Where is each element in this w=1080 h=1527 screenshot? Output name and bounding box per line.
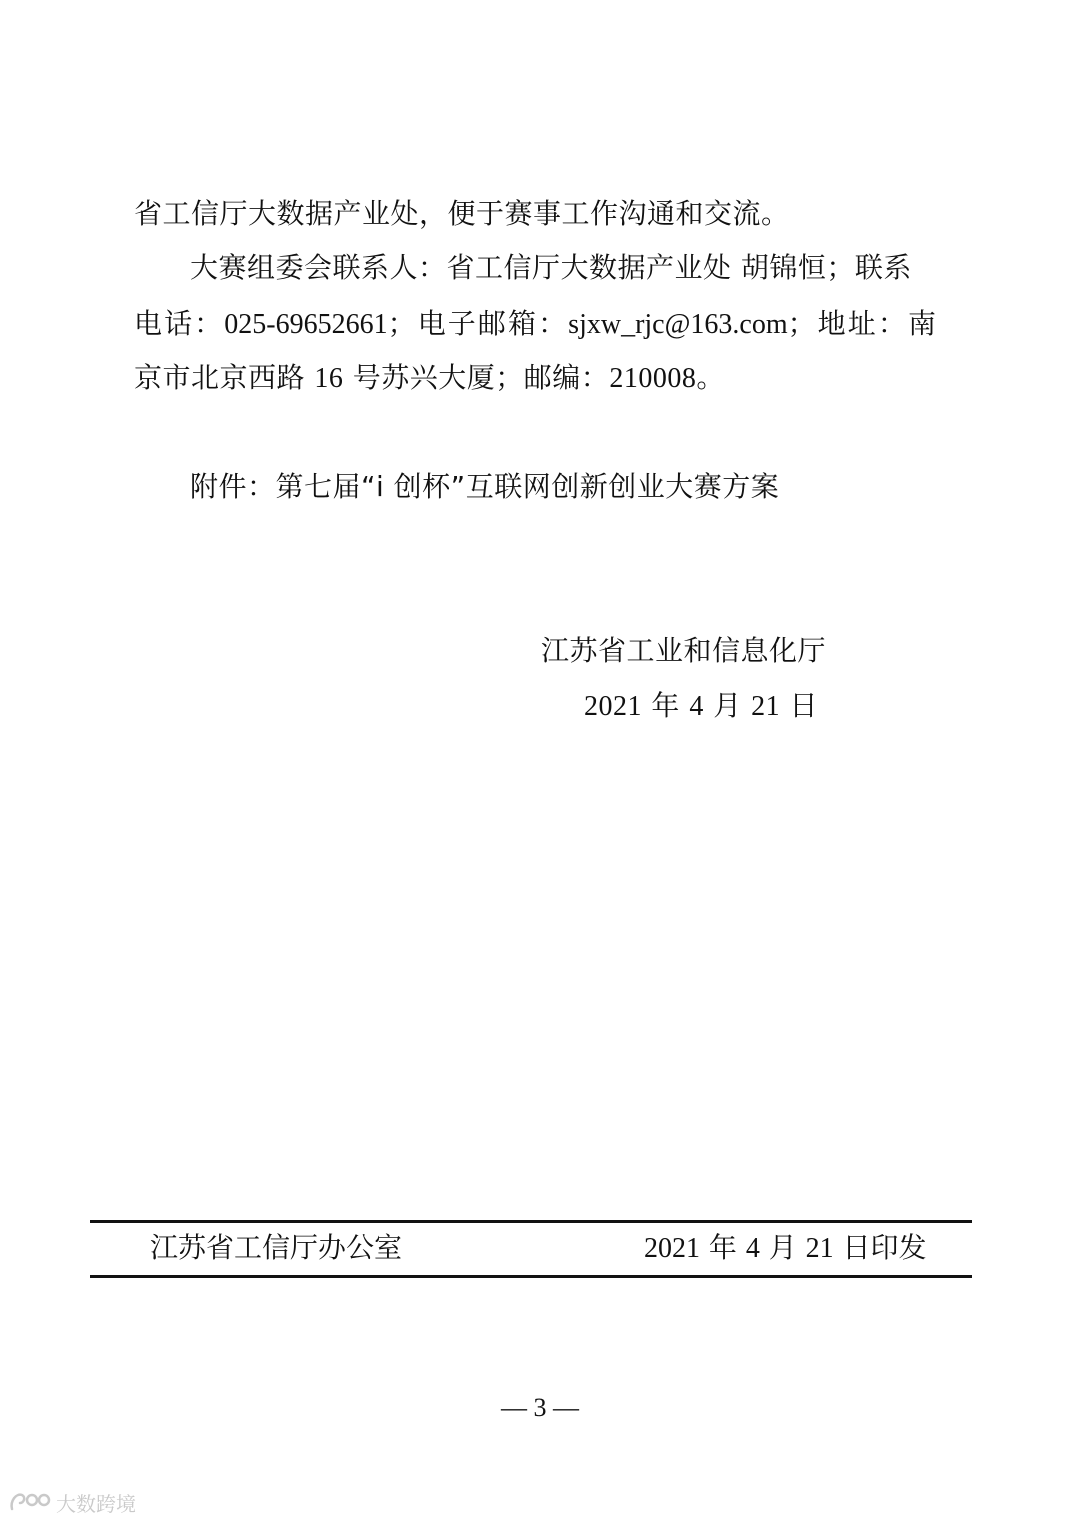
- address-text-2: 号苏兴大厦；邮编：: [343, 361, 610, 394]
- paragraph-text: 省工信厅大数据产业处，便于赛事工作沟通和交流。: [134, 197, 790, 230]
- contact-text: 大赛组委会联系人：省工信厅大数据产业处 胡锦恒；联系: [190, 251, 912, 284]
- address-number: 16: [314, 363, 344, 394]
- footer-year-label: 年: [700, 1231, 746, 1264]
- paragraph-line-1: [134, 194, 790, 234]
- contact-line-1: [190, 248, 912, 288]
- postcode: 210008: [609, 363, 697, 394]
- signature-day: 21: [751, 691, 781, 722]
- signature-year: 2021: [584, 691, 642, 722]
- email-address: sjxw_rjc@163.com: [568, 309, 788, 340]
- signature-org-text: 江苏省工业和信息化厅: [541, 634, 827, 667]
- footer-date: [644, 1228, 927, 1269]
- footer-day: 21: [805, 1233, 834, 1264]
- email-label: ；电子邮箱：: [387, 307, 569, 340]
- phone-number: 025-69652661: [224, 309, 388, 340]
- brand-logo-icon: [8, 1489, 52, 1515]
- watermark: [8, 1488, 136, 1516]
- phone-label: 电话：: [134, 307, 225, 340]
- signature-org: [541, 631, 826, 671]
- footer-month: 4: [745, 1233, 760, 1264]
- footer-rule-top: [90, 1220, 972, 1223]
- contact-line-2: [134, 304, 936, 345]
- signature-month-label: 月: [703, 689, 752, 722]
- footer-issuer-text: 江苏省工信厅办公室: [150, 1231, 403, 1264]
- page-number: — 3 —: [501, 1393, 579, 1422]
- footer-issuer: [150, 1228, 402, 1268]
- contact-line-3: [134, 358, 725, 399]
- footer-month-label: 月: [759, 1231, 806, 1264]
- signature-date: [584, 686, 818, 727]
- address-end: 。: [696, 361, 725, 394]
- attachment-line: [190, 467, 779, 507]
- address-text: 京市北京西路: [134, 361, 315, 394]
- signature-month: 4: [689, 691, 704, 722]
- footer-year: 2021: [644, 1233, 700, 1264]
- signature-year-label: 年: [642, 689, 690, 722]
- attachment-text: 附件：第七届“i 创杯”互联网创新创业大赛方案: [190, 470, 780, 503]
- address-label: ；地址：南: [787, 307, 936, 340]
- footer-day-label: 日印发: [833, 1231, 927, 1264]
- signature-day-label: 日: [780, 689, 819, 722]
- footer-rule-bottom: [90, 1275, 972, 1278]
- watermark-text: 大数跨境: [56, 1491, 136, 1516]
